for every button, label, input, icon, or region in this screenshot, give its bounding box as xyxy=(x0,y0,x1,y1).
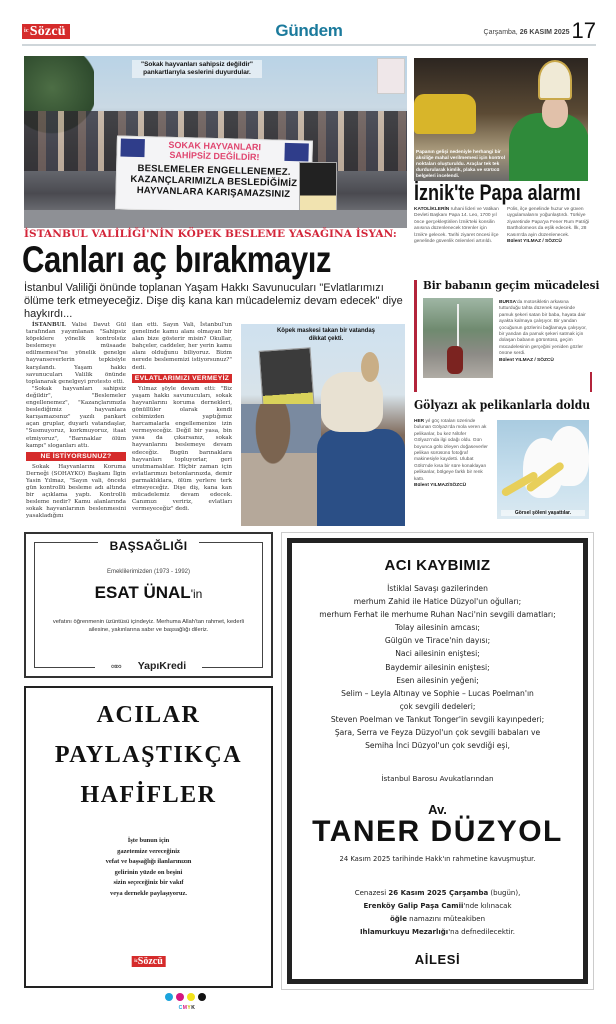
cyan-dot-icon xyxy=(165,993,173,1001)
ad-subtitle: Emeklilerimizden (1973 - 1992) xyxy=(106,569,191,575)
black-dot-icon xyxy=(198,993,206,1001)
relation-line: Tolay ailesinin amcası; xyxy=(395,623,480,633)
funeral-date: 26 Kasım 2025 Çarşamba xyxy=(388,889,489,897)
photo-taxi xyxy=(414,94,476,134)
relation-line: çok sevgili dedeleri; xyxy=(399,701,476,711)
obituary-relations xyxy=(296,582,579,752)
funeral-prayer: öğle xyxy=(389,915,407,923)
ad-line-3: HAFİFLER xyxy=(80,782,217,808)
dog-mask-ear xyxy=(361,352,379,382)
obituary-signature: AİLESİ xyxy=(414,952,461,967)
ad-text-line: sizin seçeceğiniz bir vakıf xyxy=(113,879,184,886)
logo-prefix: ic xyxy=(134,959,138,964)
funeral-text: Cenazesi xyxy=(354,889,389,897)
dateline-lead: İSTANBUL xyxy=(32,322,66,328)
relation-line: Steven Poelman ve Tankut Tonger'in sevgili kayınpederi; xyxy=(330,714,545,724)
ad-line-1: ACILAR xyxy=(96,702,201,728)
logo-text: Sözcü xyxy=(137,956,163,967)
cmyk-marks xyxy=(165,993,215,1011)
protest-banner xyxy=(115,135,313,214)
ad-line-2: PAYLAŞTIKÇA xyxy=(54,742,243,768)
kicker: İSTANBUL VALİLİĞİ'NİN KÖPEK BESLEME YASAĞINA İSYAN: xyxy=(24,228,397,240)
obituary-from: İstanbul Barosu Avukatlarından xyxy=(381,774,494,783)
protest-photo[interactable] xyxy=(24,56,407,228)
relation-line: Semiha İnci Düzyol'un çok sevdiği eşi, xyxy=(365,741,510,751)
ad-message: vefatını öğrenmenin üzüntüsü içindeyiz. Merhuma Allah'tan rahmet, kederli ailesine, yakınlarına sabır ve başsağlığı dileriz. xyxy=(52,619,245,633)
sohayko-logo-icon xyxy=(284,143,308,162)
ad-text-line: gazetemize vereceğiniz xyxy=(117,847,180,855)
funeral-mosque: Erenköy Galip Paşa Camii xyxy=(363,902,464,910)
deceased-name xyxy=(35,583,262,603)
pelican-photo[interactable] xyxy=(497,420,589,519)
byline: Bülent YILMAZ / SÖZCÜ xyxy=(499,357,554,363)
papa-headline[interactable]: İznik'te Papa alarmı xyxy=(414,180,581,205)
funeral-info xyxy=(292,887,583,939)
paragraph-text: Valisi Davut Gül tarafından yayımlanan "Sahipsiz köpeklere yönelik kontrolsüz beslemeye müsaade edilmemesi"ne yönelik genelge hayvanseverlerin tepkisiyle karşılandı. Yaşam hakkı savunucuları Valilik önünde toplanarak genelgeyi protesto etti. xyxy=(26,322,126,385)
relation-line: İstiklal Savaşı gazilerinden xyxy=(387,584,488,593)
lead-word: KATOLİKLERİN xyxy=(414,207,450,212)
paragraph: Sokak Hayvanlarını Koruma Derneği (SOHAYKO) Başkanı İlgin Yasin Yılmaz, "Sayın vali, önceki gün kontrollü besleme adı altında bir açıklama yaptı. Kontrollü besleme nedir? Kamu alanlarında sokak hayvanlarının beslenmesini yasakladığını xyxy=(26,463,126,520)
brand-text: YapıKredi xyxy=(130,660,194,672)
magenta-dot-icon xyxy=(176,993,184,1001)
issue-date-text: 26 KASIM 2025 xyxy=(519,29,570,36)
section-title: Gündem xyxy=(275,21,343,40)
byline: Bülent YILMAZ / SÖZCÜ xyxy=(507,239,562,245)
banner-bottom-text: BESLEMELER ENGELLENEMEZ. KAZANÇLARIMIZLA BESLEDİĞİMİZ HAYVANLARA KARIŞAMAZSINIZ xyxy=(130,162,298,201)
body-column-1 xyxy=(26,322,126,520)
body-column-2 xyxy=(132,322,232,513)
relation-line: Naci ailesinin eniştesi; xyxy=(395,649,480,659)
photo-caption: "Sokak hayvanları sahipsiz değildir" pankartlarıyla seslerini duyurdular. xyxy=(132,60,262,78)
ad-text xyxy=(46,836,251,899)
ad-inner-frame xyxy=(34,539,263,672)
condolence-ad xyxy=(24,532,273,678)
photo-caption: Görsel şöleni yaşattılar. xyxy=(501,510,585,516)
dog-mask xyxy=(321,372,383,432)
name-suffix: 'in xyxy=(190,587,203,601)
papa-body xyxy=(414,207,592,245)
page-number: 17 xyxy=(571,18,596,43)
deck: İstanbul Valiliği önünde toplanan Yaşam Hakkı Savunucuları "Evlatlarımızı ölüme terk etmeyeceğiz. Dişe diş kana kan mücadelemiz devam edecek" diye haykırdı... xyxy=(24,282,403,320)
obituary-title: ACI KAYBIMIZ xyxy=(384,557,491,574)
relation-line: Selim – Leyla Altınay ve Sophie – Lucas Poelman'ın xyxy=(341,688,534,698)
acilar-ad xyxy=(24,686,273,988)
yapikredi-logo xyxy=(35,656,262,674)
ad-text-line: İşte bunun için xyxy=(127,837,170,844)
baba-story xyxy=(414,278,600,392)
relation-line: Şara, Serra ve Feyza Düzyol'un çok sevgili babaları ve xyxy=(334,728,541,738)
cmyk-label: CMYK xyxy=(178,1005,196,1011)
cmyk-dots xyxy=(165,993,215,1001)
relation-line: merhum Zahid ile Hatice Düzyol'un oğulları; xyxy=(353,597,522,607)
yapikredi-icon: ∞∞ xyxy=(103,661,128,671)
paragraph xyxy=(26,322,126,386)
ad-text-line: veya dernekle paylaşıyoruz. xyxy=(109,889,188,897)
paragraph: "Sokak hayvanları sahipsiz değildir", "Beslemeler engellenemez", "Kazançlarımızla beslediğimiz hayvanlara karışamazsınız" yazılı pankart açan gruplar, duyarlı vatandaşlar, "Susmuyoruz, korkmuyoruz, itaat etmiyoruz", "Barınaklar ölüm kampı" sloganları attı. xyxy=(26,385,126,449)
yellow-dot-icon xyxy=(187,993,195,1001)
paragraph: ilan etti. Sayın Vali, İstanbul'un genelinde kamu alanı olmayan bir alan bize gösterir misin? Okullar, bahçeler, caddeler, her yerin kamu alanı olduğunu biliyoruz. Bizim nerede beslememizi istiyorsunuz?" dedi. xyxy=(132,322,232,371)
photo-person xyxy=(241,404,321,526)
photo-sign xyxy=(377,58,405,94)
ad-text-line: vefat ve başsağlığı ilanlarınızın xyxy=(105,858,192,865)
body-text: ruhani lideri ve Vatikan Devleti Başkanı Papa 14. Leo, 1700 yıl önce gerçekleştirilen İznik'teki konsilin anısına düzenlenecek törenler için İznik'e gelecek. Tarihi ziyaret öncesi ilçe genelinde güvenlik önlemleri artırıldı. Polis, ilçe genelinde huzur ve güven uygulamalarını yoğunlaştırdı. Türkiye ziyaretinde Papa'ya Fener Rum Patriği Bartholomeos da eşlik edecek. İlk, 28 Kasım'da ayin düzenlenecek. xyxy=(414,207,589,245)
byline: Bülent YILMAZ/SÖZCÜ xyxy=(414,483,467,489)
pelikan-body xyxy=(414,419,488,489)
funeral-cemetery: Ihlamurkuyu Mezarlığı xyxy=(359,928,449,936)
logo-prefix: ic xyxy=(24,28,29,34)
funeral-text: 'nde kılınacak xyxy=(463,902,512,910)
issue-date xyxy=(484,29,570,36)
photo-street xyxy=(24,210,407,228)
subhead: EVLATLARIMIZI VERMEYİZ xyxy=(132,374,232,383)
deceased-name: TANER DÜZYOL xyxy=(312,815,563,848)
funeral-line xyxy=(292,900,583,913)
pelican xyxy=(549,426,589,486)
banner-top-text: SOKAK HAYVANLARI SAHİPSİZ DEĞİLDİR! xyxy=(168,139,262,163)
relation-line: Gülgün ve Tirace'nin dayısı; xyxy=(384,636,491,646)
ad-title xyxy=(35,537,262,555)
death-notice: 24 Kasım 2025 tarihinde Hakk'ın rahmetine kavuşmuştur. xyxy=(339,855,536,863)
issue-day: Çarşamba, xyxy=(483,29,518,36)
baba-body xyxy=(499,300,589,364)
body-text: yıl göç rotaları üzerinde bulunan Gölyazı'da mola veren ak pelikanlar, bu kez Nilüfer Gölyazı'nda ilgi odağı oldu. Gün boyunca gölü izleyen doğaseverler pelikan sürüsünü fotoğraf makinesiyle kaydetti. Ulubat Gölü'nde kısa bir süre konaklayan pelikanlar, bölgeye farklı bir renk kattı. xyxy=(414,419,488,482)
body-text: 'da motosikletin arkasına tutturduğu tahta düzenek sayesinde pamuk şekeri satan bir baba, hayata dair ayakta kalmaya çalışıyor. Bir yandan çocuğunun gözlerini bağlamaya çalışıyor, bir yandan da pamuk şekeri satmak için dolaşan babanın görüntüsü, geçim mücadelesinin gerçeğini yeniden gözler önüne serdi. xyxy=(499,300,587,357)
masthead xyxy=(22,20,596,46)
papa-photo[interactable] xyxy=(414,58,588,181)
obituary-ad xyxy=(281,532,594,990)
deceased-name-text: ESAT ÜNAL xyxy=(94,583,191,602)
obituary-frame xyxy=(287,538,588,984)
photo-motorcycle xyxy=(447,346,463,374)
lead-word: BURSA xyxy=(499,300,517,305)
funeral-line xyxy=(292,887,583,900)
title-prefix: Av. xyxy=(428,802,447,817)
ad-text-line: gelirinin yüzde on beşini xyxy=(114,868,183,876)
photo-caption: Köpek maskesi takan bir vatandaş dikkat çekti. xyxy=(276,328,376,342)
photo-face xyxy=(542,96,568,128)
pelikan-headline[interactable]: Gölyazı ak pelikanlarla doldu xyxy=(414,397,591,412)
headline[interactable]: Canları aç bırakmayız xyxy=(22,239,332,280)
dateline xyxy=(484,20,596,42)
relation-line: Esen ailesinin yeğeni; xyxy=(396,675,479,685)
photo-person-jacket xyxy=(317,429,405,526)
lead-word: HER xyxy=(414,419,425,424)
dog-mask-photo[interactable] xyxy=(241,324,405,526)
baba-headline[interactable]: Bir babanın geçim mücadelesi xyxy=(423,278,600,292)
photo-caption: Papanın gelişi nedeniyle herhangi bir aksiliğe mahal verilmemesi için kontrol noktaları oluşturuldu. Araçlar tek tek durdurularak kimlik, plaka ve sürücü belgeleri incelendi. xyxy=(416,150,506,179)
paragraph: Yılmaz şöyle devam etti: "Biz yaşam hakkı savunucuları, sokak hayvanlarını koruma dernekleri, gönüllüler olarak kendi cebimizden yaptığımız harcamalarla engellemenize izin vermeyeceğiz. Değil bir yasa, bin yasa da çıkarsanız, sokak hayvanlarını beslemeye devam edeceğiz. Bugün barınaklara hayvanları topluyorlar, geri unutmamalılar. Hiçbir zaman için evlatlarımızı betonlarınızda, demir parmaklıklara, ölüm yerlere terk etmeyeceğiz. Dişe diş, kana kan mücadelemiz devam edecek. Canımızı veririz, evlatları vermeyeceğiz" dedi. xyxy=(132,385,232,513)
logo-text: Sözcü xyxy=(29,24,66,39)
funeral-text: 'na defnedilecektir. xyxy=(448,928,516,936)
baba-photo[interactable] xyxy=(423,298,493,378)
funeral-line xyxy=(292,913,583,926)
funeral-line xyxy=(292,926,583,939)
relation-line: Baydemir ailesinin eniştesi; xyxy=(385,662,490,672)
ad-title-text: BAŞSAĞLIĞI xyxy=(98,539,200,553)
sozcu-logo-small[interactable] xyxy=(131,956,166,967)
sohayko-logo-icon xyxy=(120,139,144,158)
relation-line: merhum Ferhat ile merhume Ruhan Naci'nin sevgili damatları; xyxy=(319,610,556,620)
subhead: NE İSTİYORSUNUZ? xyxy=(26,452,126,461)
funeral-text: (bugün), xyxy=(488,889,521,897)
funeral-text: namazını müteakiben xyxy=(406,915,486,923)
photo-mitre xyxy=(538,60,572,100)
